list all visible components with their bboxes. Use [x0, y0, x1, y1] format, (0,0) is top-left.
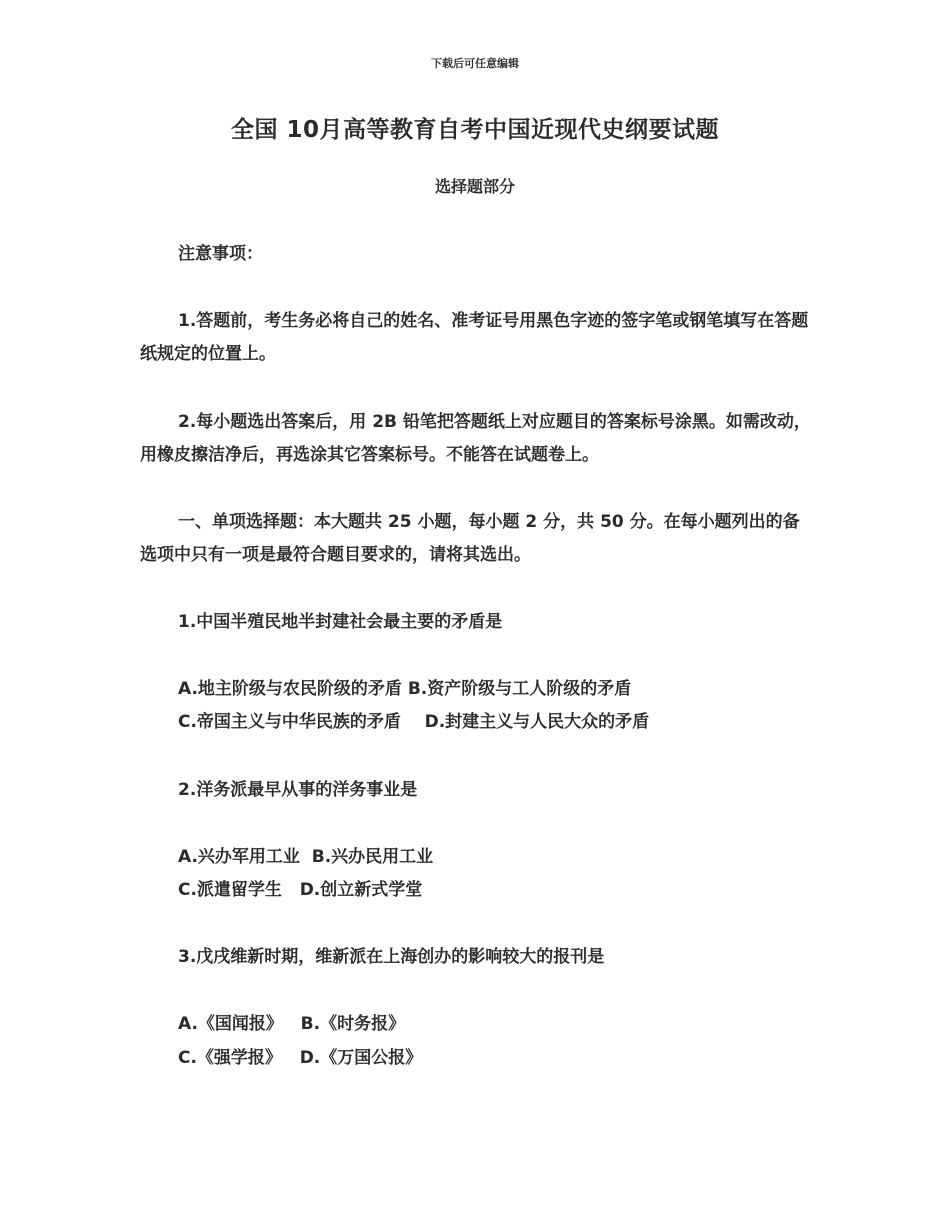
notice-heading: 注意事项：: [178, 244, 263, 264]
question-3-stem: 3.戊戌维新时期，维新派在上海创办的影响较大的报刊是: [178, 947, 605, 967]
section-intro: 一、单项选择题：本大题共 25 小题，每小题 2 分，共 50 分。在每小题列出的备选项中只有一项是最符合题目要求的，请将其选出。: [140, 512, 800, 565]
question-1-options-cd: C.帝国主义与中华民族的矛盾 D.封建主义与人民大众的矛盾: [178, 712, 650, 732]
question-1-options-ab: A.地主阶级与农民阶级的矛盾 B.资产阶级与工人阶级的矛盾: [178, 679, 632, 699]
question-2-options-ab: A.兴办军用工业 B.兴办民用工业: [178, 847, 434, 867]
notice-item-2: 2.每小题选出答案后，用 2B 铅笔把答题纸上对应题目的答案标号涂黑。如需改动，用橡皮擦洁净后，再选涂其它答案标号。不能答在试题卷上。: [140, 412, 811, 465]
question-3-options-cd: C.《强学报》 D.《万国公报》: [178, 1048, 423, 1068]
question-2-options-cd: C.派遣留学生 D.创立新式学堂: [178, 880, 423, 900]
section-subtitle: 选择题部分: [434, 177, 515, 196]
question-2-stem: 2.洋务派最早从事的洋务事业是: [178, 780, 418, 800]
notice-item-1: 1.答题前，考生务必将自己的姓名、准考证号用黑色字迹的签字笔或钢笔填写在答题纸规定的位置上。: [140, 311, 809, 364]
header-note: 下载后可任意编辑: [431, 57, 519, 70]
question-1-stem: 1.中国半殖民地半封建社会最主要的矛盾是: [178, 612, 503, 632]
question-3-options-ab: A.《国闻报》 B.《时务报》: [178, 1014, 406, 1034]
page-title: 全国 10月高等教育自考中国近现代史纲要试题: [230, 117, 719, 143]
